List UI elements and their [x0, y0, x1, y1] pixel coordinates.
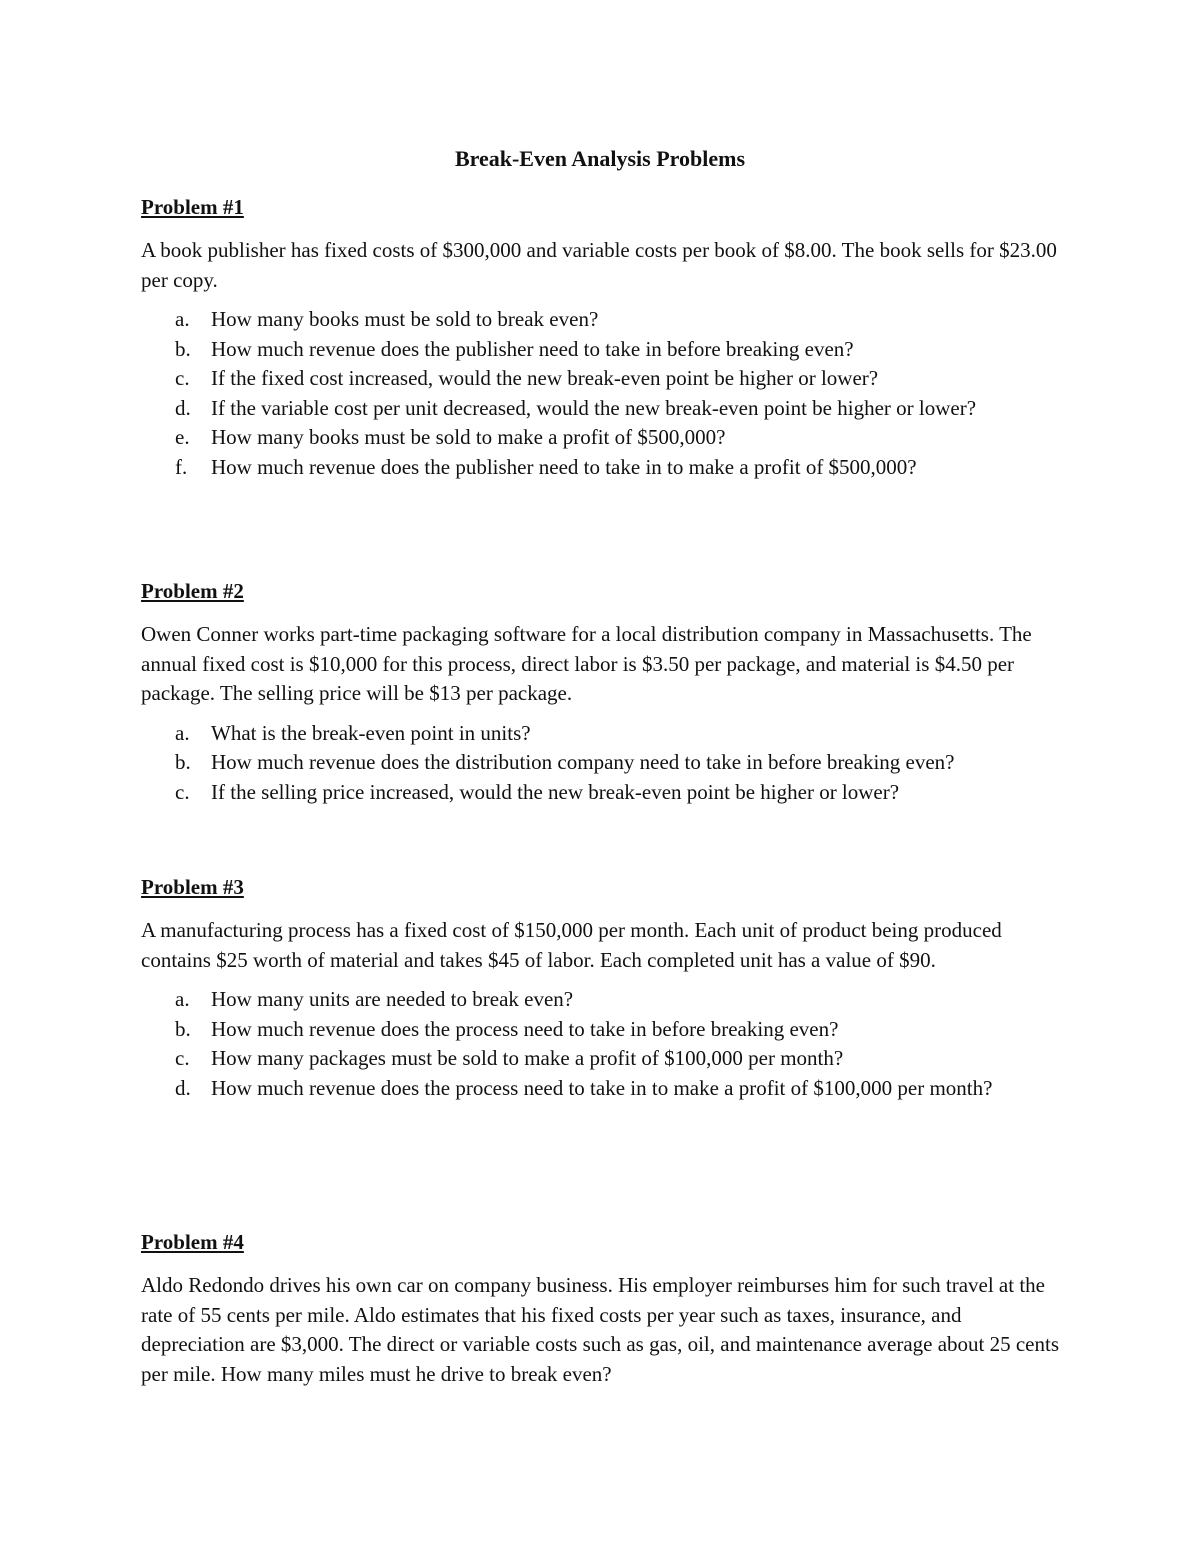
document-title: Break-Even Analysis Problems — [454, 146, 746, 171]
question-letter: b. — [175, 1016, 191, 1041]
list-item — [141, 305, 1061, 335]
question-text: How many units are needed to break even? — [211, 987, 574, 1011]
list-item — [141, 985, 1061, 1015]
question-letter: a. — [175, 720, 190, 745]
question-text: How many books must be sold to break even? — [211, 307, 599, 331]
list-item — [141, 335, 1061, 365]
question-letter: c. — [175, 779, 190, 804]
problem-2-heading: Problem #2 — [141, 579, 244, 603]
question-letter: d. — [175, 395, 191, 420]
list-item — [141, 1044, 1061, 1074]
problem-3-heading: Problem #3 — [141, 875, 244, 899]
list-item — [141, 453, 1061, 483]
question-letter: f. — [175, 454, 188, 479]
problem-1-questions — [141, 305, 1061, 482]
list-item — [141, 364, 1061, 394]
question-letter: c. — [175, 1046, 190, 1070]
problem-1-section — [141, 192, 1061, 482]
question-letter: a. — [175, 307, 190, 331]
question-letter: a. — [175, 987, 190, 1011]
question-text: How many packages must be sold to make a profit of $100,000 per month? — [211, 1046, 844, 1070]
list-item — [141, 748, 1061, 778]
list-item — [141, 719, 1061, 749]
problem-2-section — [141, 576, 1061, 807]
problem-2-questions — [141, 719, 1061, 808]
problem-1-text: A book publisher has fixed costs of $300,000 and variable costs per book of $8.00. The book sells for $23.00 per copy. — [141, 238, 1057, 292]
question-text: How much revenue does the process need to take in before breaking even? — [211, 1016, 839, 1041]
question-text: How much revenue does the distribution company need to take in before breaking even? — [211, 750, 955, 774]
problem-4-heading: Problem #4 — [141, 1230, 244, 1254]
question-letter: b. — [175, 336, 191, 361]
question-text: How much revenue does the process need to take in to make a profit of $100,000 per month? — [211, 1075, 993, 1100]
question-letter: c. — [175, 366, 190, 390]
question-text: How much revenue does the publisher need to take in to make a profit of $500,000? — [211, 454, 917, 479]
question-letter: d. — [175, 1075, 191, 1100]
question-letter: b. — [175, 750, 191, 774]
problem-1-heading: Problem #1 — [141, 195, 244, 219]
question-letter: e. — [175, 425, 190, 449]
problem-4-text: Aldo Redondo drives his own car on company business. His employer reimburses him for such travel at the rate of 55 cents per mile. Aldo estimates that his fixed costs per year such as taxes, insurance, and depreciation are $3,000. The direct or variable costs such as gas, oil, and maintenance average about 25 cents per mile. How many miles must he drive to break even? — [141, 1273, 1060, 1386]
list-item — [141, 1015, 1061, 1045]
question-text: If the selling price increased, would the new break-even point be higher or lower? — [211, 779, 900, 804]
question-text: How many books must be sold to make a profit of $500,000? — [211, 425, 726, 449]
list-item — [141, 778, 1061, 808]
question-text: What is the break-even point in units? — [211, 720, 531, 745]
problem-2-text: Owen Conner works part-time packaging software for a local distribution company in Massachusetts. The annual fixed cost is $10,000 for this process, direct labor is $3.50 per package, and material is $4.50 per package. The selling price will be $13 per package. — [141, 622, 1032, 705]
problem-4-section — [141, 1227, 1061, 1389]
question-text: If the variable cost per unit decreased, would the new break-even point be higher or lower? — [211, 395, 977, 420]
list-item — [141, 1074, 1061, 1104]
question-text: How much revenue does the publisher need to take in before breaking even? — [211, 336, 854, 361]
problem-3-section — [141, 872, 1061, 1103]
list-item — [141, 423, 1061, 453]
problem-3-text: A manufacturing process has a fixed cost of $150,000 per month. Each unit of product being produced contains $25 worth of material and takes $45 of labor. Each completed unit has a value of $90. — [141, 918, 1002, 972]
question-text: If the fixed cost increased, would the new break-even point be higher or lower? — [211, 366, 879, 390]
list-item — [141, 394, 1061, 424]
problem-3-questions — [141, 985, 1061, 1103]
